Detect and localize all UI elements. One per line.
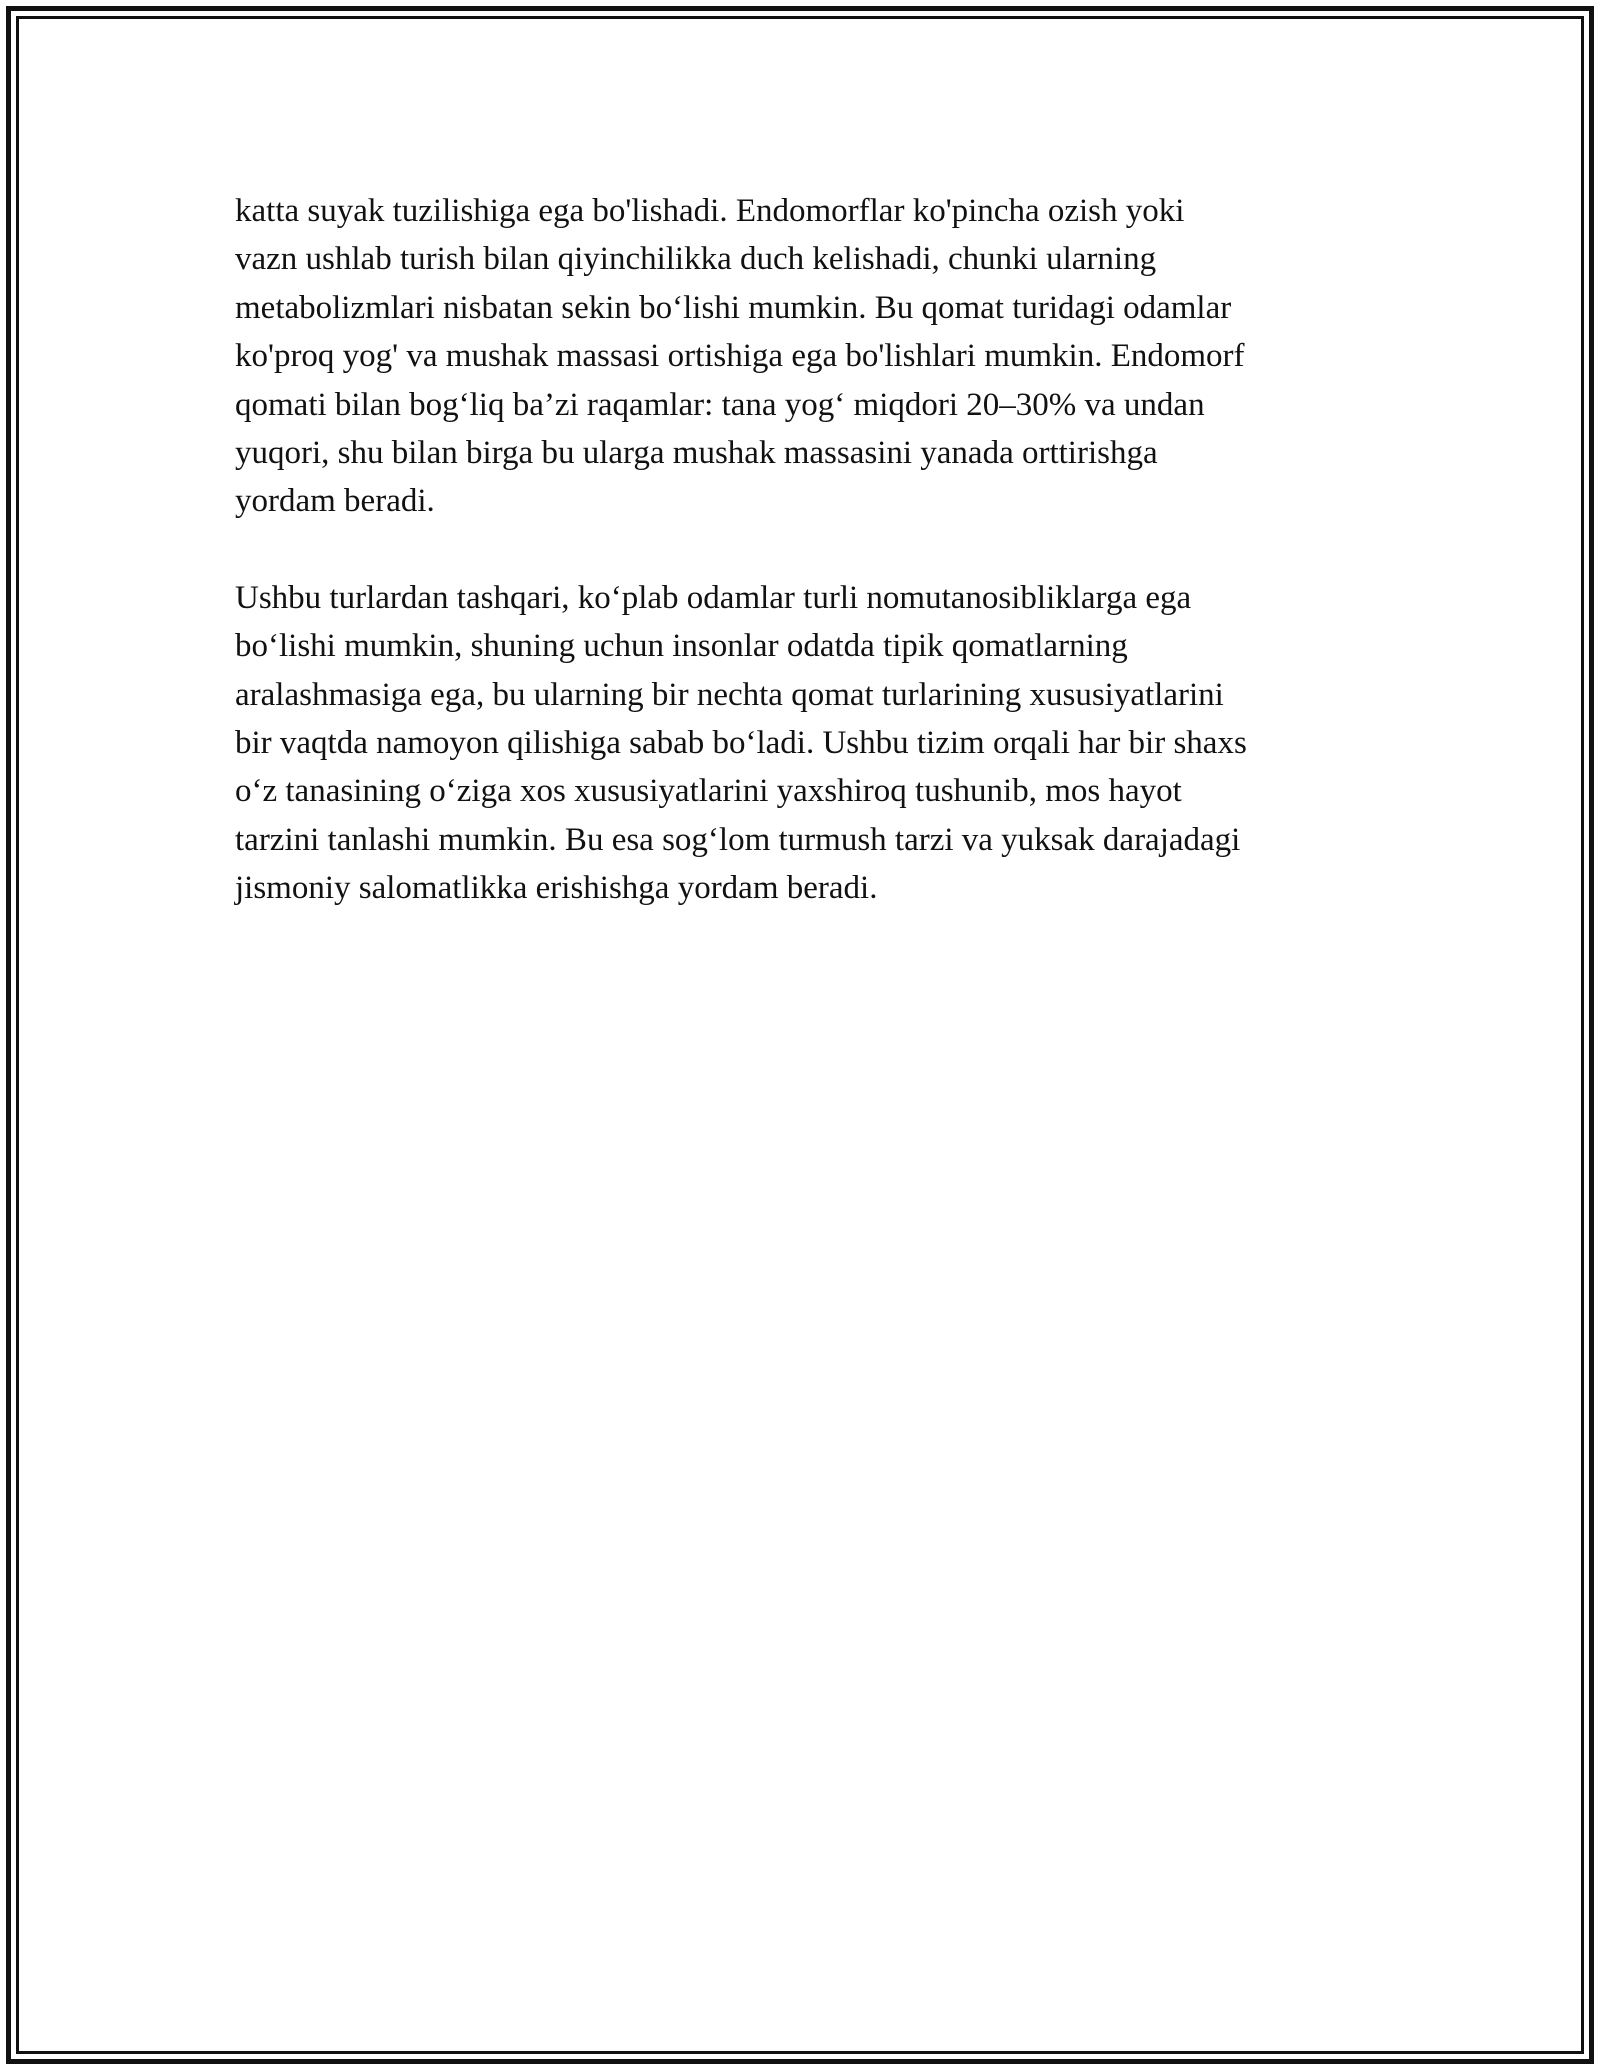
text-line: yordam beradi. (235, 483, 435, 520)
text-line: Ushbu turlardan tashqari, ko‘plab odamlar turli nomutanosibliklarga ega (235, 579, 1192, 616)
text-line: qomati bilan bog‘liq ba’zi raqamlar: tana yog‘ miqdori 20–30% va undan (235, 386, 1205, 423)
text-line: vazn ushlab turish bilan qiyinchilikka duch kelishadi, chunki ularning (235, 241, 1157, 278)
text-line: ko'proq yog' va mushak massasi ortishiga ega bo'lishlari mumkin. Endomorf (235, 338, 1245, 375)
text-line: bir vaqtda namoyon qilishiga sabab bo‘ladi. Ushbu tizim orqali har bir shaxs (235, 725, 1247, 762)
text-line: katta suyak tuzilishiga ega bo'lishadi. Endomorflar ko'pincha ozish yoki (235, 193, 1185, 229)
paragraph-1 (235, 187, 1375, 526)
document-body (235, 187, 1375, 913)
text-line: bo‘lishi mumkin, shuning uchun insonlar odatda tipik qomatlarning (235, 628, 1128, 665)
paragraph-2 (235, 574, 1375, 913)
text-line: metabolizmlari nisbatan sekin bo‘lishi mumkin. Bu qomat turidagi odamlar (235, 289, 1232, 326)
text-line: aralashmasiga ega, bu ularning bir nechta qomat turlarining xususiyatlarini (235, 676, 1224, 713)
text-line: jismoniy salomatlikka erishishga yordam beradi. (235, 870, 878, 907)
text-line: yuqori, shu bilan birga bu ularga mushak massasini yanada orttirishga (235, 435, 1158, 472)
text-line: o‘z tanasining o‘ziga xos xususiyatlarini yaxshiroq tushunib, mos hayot (235, 773, 1182, 810)
text-line: tarzini tanlashi mumkin. Bu esa sog‘lom turmush tarzi va yuksak darajadagi (235, 821, 1241, 858)
